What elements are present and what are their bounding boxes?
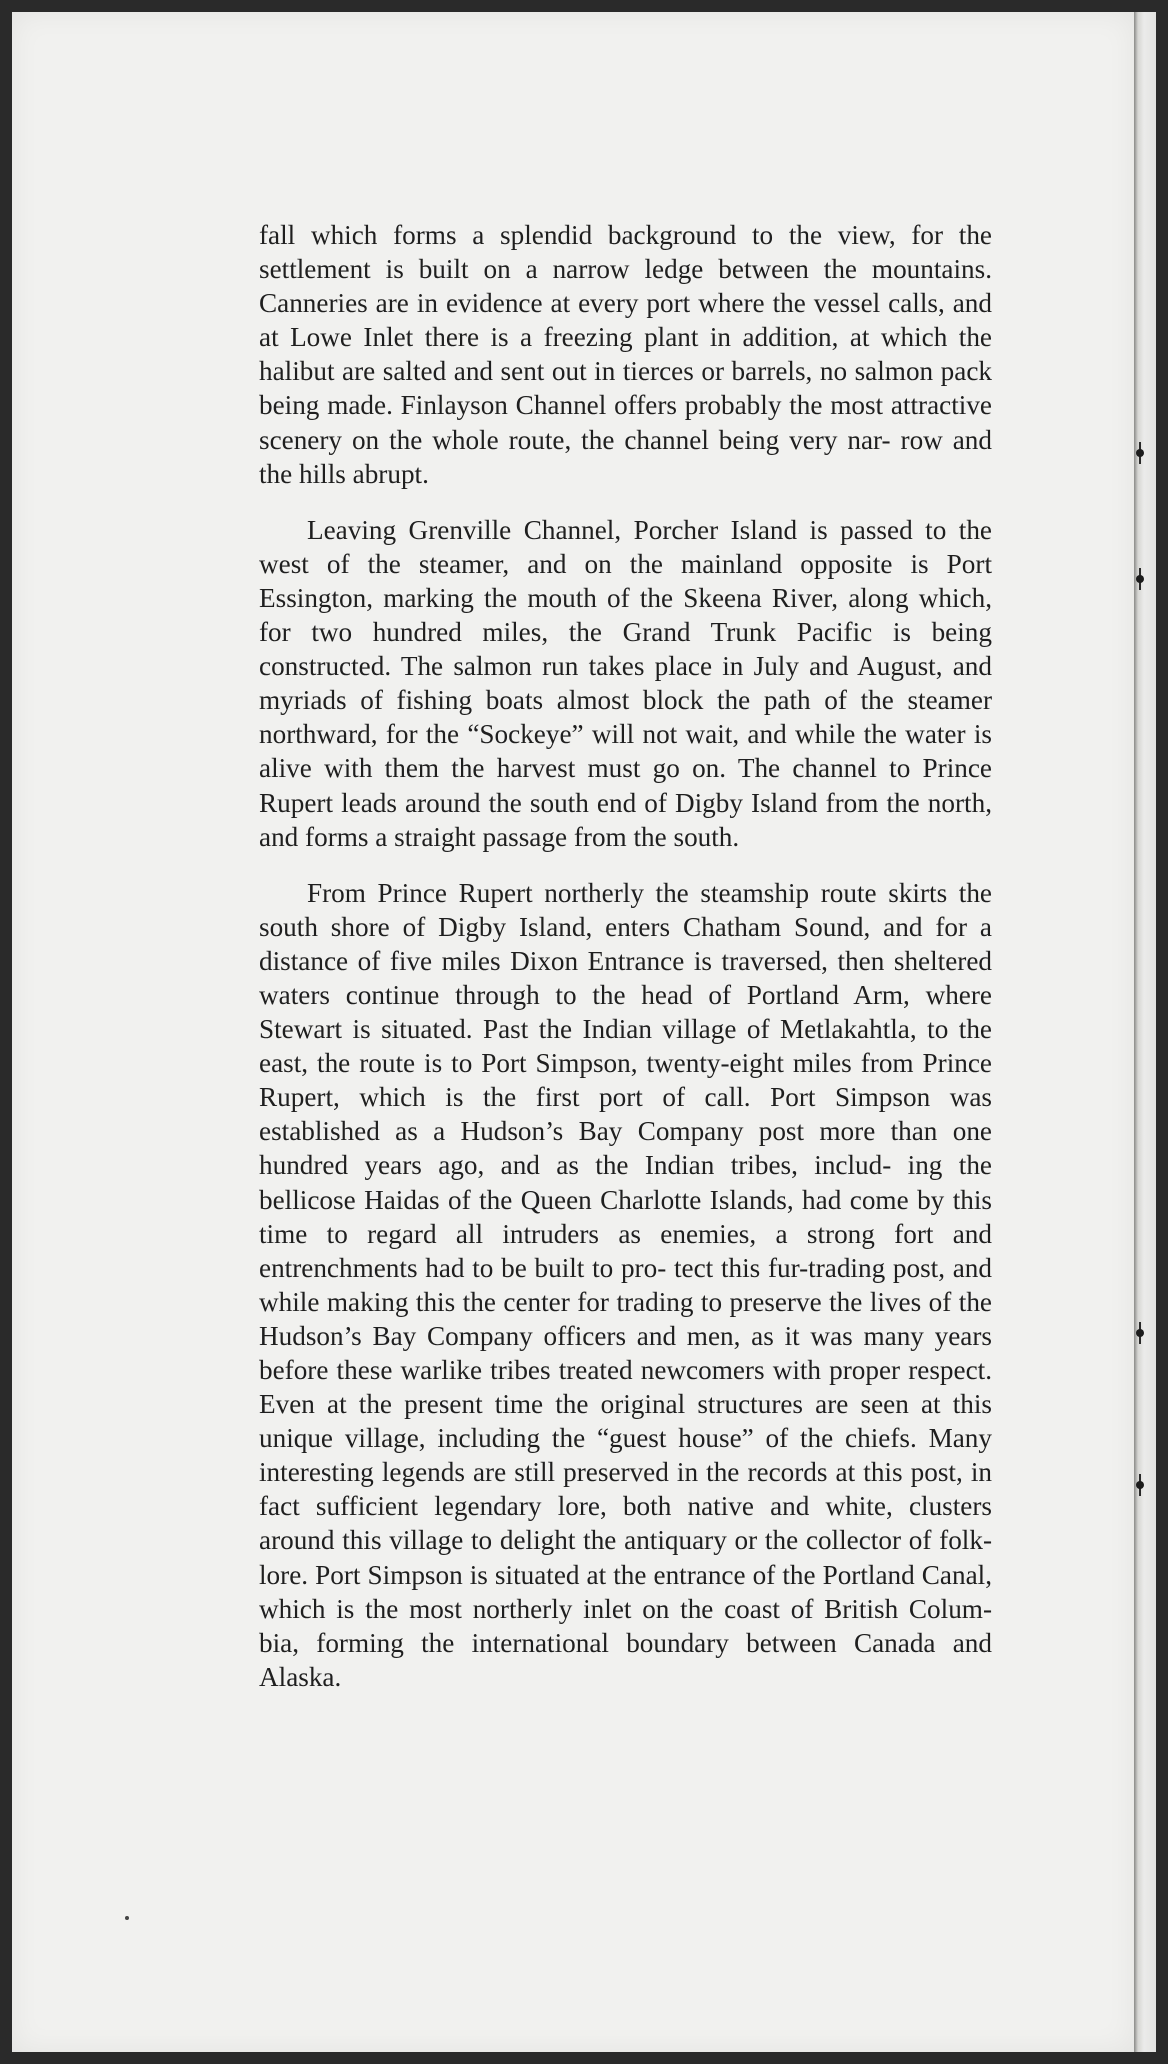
binding-dot <box>1136 449 1144 457</box>
binding-dot <box>1136 1329 1144 1337</box>
paragraph-1: fall which forms a splendid background to the view, for the settlement is built on a narrow ledge between the mountains. Canneries are in evidence at every port where the vessel calls, and at Lowe Inlet there is a freezing plant in addition, at which the halibut are salted and sent out in tierces or barrels, no salmon pack being made. Finlayson Channel offers probably the most attractive scenery on the whole route, the channel being very nar- row and the hills abrupt. <box>259 220 992 489</box>
dust-speck <box>125 1916 129 1920</box>
binding-dot <box>1136 575 1144 583</box>
paragraph-3: From Prince Rupert northerly the steamship route skirts the south shore of Digby Island, enters Chatham Sound, and for a distance of five miles Dixon Entrance is traversed, then sheltered waters continue through to the head of Portland Arm, where Stewart is situated. Past the Indian village of Metlakahtla, to the east, the route is to Port Simpson, twenty-eight miles from Prince Rupert, which is the first port of call. Port Simpson was established as a Hudson’s Bay Company post more than one hundred years ago, and as the Indian tribes, includ- ing the bellicose Haidas of the Queen Charlotte Islands, had come by this time to regard all intruders as enemies, a strong fort and entrenchments had to be built to pro- tect this fur-trading post, and while making this the center for trading to preserve the lives of the Hudson’s Bay Company officers and men, as it was many years before these warlike tribes treated newcomers with proper respect. Even at the present time the original structures are seen at this unique village, including the “guest house” of the chiefs. Many interesting legends are still preserved in the records at this post, in fact sufficient legendary lore, both native and white, clusters around this village to delight the antiquary or the collector of folk-lore. Port Simpson is situated at the entrance of the Portland Canal, which is the most northerly inlet on the coast of British Colum- bia, forming the international boundary between Canada and Alaska. <box>259 877 992 1692</box>
paragraph-2: Leaving Grenville Channel, Porcher Island is passed to the west of the steamer, and on the mainland opposite is Port Essington, marking the mouth of the Skeena River, along which, for two hundred miles, the Grand Trunk Pacific is being constructed. The salmon run takes place in July and August, and myriads of fishing boats almost block the path of the steamer northward, for the “Sockeye” will not wait, and while the water is alive with them the harvest must go on. The channel to Prince Rupert leads around the south end of Digby Island from the north, and forms a straight passage from the south. <box>259 514 992 852</box>
body-text <box>259 218 992 1716</box>
binding-dot <box>1136 1481 1144 1489</box>
book-page <box>12 12 1134 2052</box>
page-edge <box>1134 12 1156 2052</box>
